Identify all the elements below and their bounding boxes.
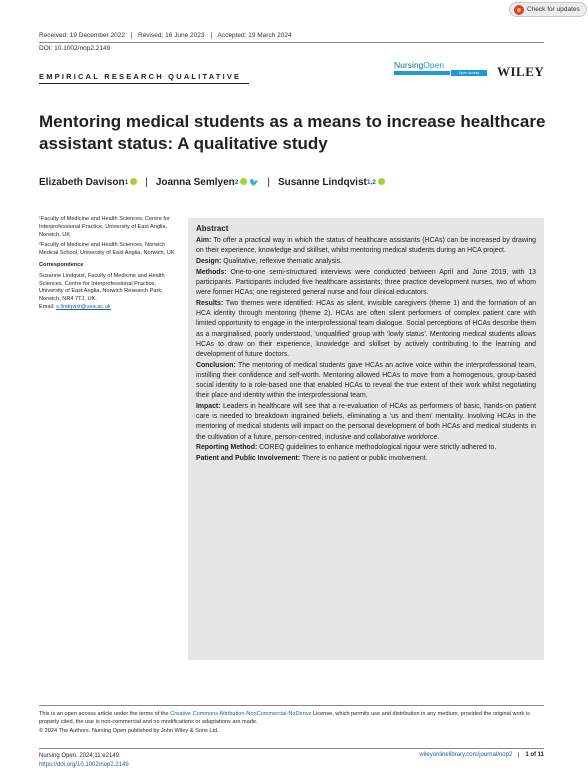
twitter-icon[interactable]: 🐦	[249, 178, 260, 187]
abstract-section-label: Results:	[196, 299, 224, 307]
article-title: Mentoring medical students as a means to increase healthcare assistant status: A qualitative study	[39, 112, 546, 153]
abstract-box	[188, 218, 544, 660]
affiliation: ²Faculty of Medicine and Health Sciences, Norwich Medical School, University of East Anglia, Norwich, UK	[39, 242, 175, 257]
article-dates	[39, 32, 298, 39]
footer-divider	[39, 748, 544, 749]
abstract-section-label: Reporting Method:	[196, 444, 258, 452]
section-underline	[39, 83, 249, 84]
abstract-section	[196, 454, 536, 464]
journal-name-part1: Nursing	[394, 60, 424, 70]
journal-name-part2: Open	[423, 60, 445, 70]
doi: DOI: 10.1002/nop2.2149	[39, 45, 111, 52]
abstract-section-text: COREQ guidelines to enhance methodological rigour were strictly adhered to.	[259, 444, 497, 452]
abstract-section-text: Qualitative, reflexive thematic analysis.	[223, 258, 342, 266]
section-label: EMPIRICAL RESEARCH QUALITATIVE	[39, 72, 242, 81]
accepted-date: Accepted: 19 March 2024	[217, 32, 292, 39]
abstract-section	[196, 402, 536, 443]
abstract-section-label: Design:	[196, 258, 222, 266]
footer-citation	[39, 752, 129, 769]
license-divider	[39, 705, 544, 706]
abstract-section-text: Two themes were identified: HCAs as silent, invisible caregivers (theme 1) and the formation of an HCA identity through mentoring (theme 2). HCAs are often silent performers of complex patient care with limited opportunity to engage in the interprofessional team dialogue. Social perceptions of HCAs describe them as a marginalised, poorly understood, ‘unqualified’ group with ‘lowly status’. Mentoring medical students allows HCAs to draw on their experience, knowledge and skillset by actively contributing to the learning and development of future doctors.	[196, 299, 536, 358]
affiliations-panel	[39, 216, 179, 315]
journal-url-link[interactable]: wileyonlinelibrary.com/journal/nop2	[419, 752, 519, 758]
abstract-section-text: To offer a practical way in which the status of healthcare assistants (HCAs) can be increased by drawing on their experience, knowledge and skillset, whilst mentoring medical students during an HCA project.	[196, 237, 536, 255]
header-divider	[39, 42, 544, 43]
journal-logo[interactable]	[394, 60, 444, 70]
author-name[interactable]: Susanne Lindqvist	[277, 177, 367, 188]
citation-text: Nursing Open. 2024;11:e2149.	[39, 753, 121, 759]
check-updates-label: Check for updates	[527, 6, 580, 13]
email-link[interactable]: s.lindqvist@uea.ac.uk	[56, 303, 111, 310]
orcid-icon[interactable]	[130, 178, 137, 185]
author-affiliation-ref: 1	[124, 179, 129, 186]
open-access-badge: Open Access	[451, 70, 487, 76]
doi-link[interactable]: https://doi.org/10.1002/nop2.2149	[39, 761, 129, 768]
license-notice	[39, 710, 549, 735]
correspondence-text	[39, 273, 179, 312]
abstract-section-label: Patient and Public Involvement:	[196, 454, 301, 462]
author-separator: |	[267, 177, 270, 188]
copyright-notice: © 2024 The Authors. Nursing Open published by John Wiley & Sons Ltd.	[39, 727, 219, 734]
author-list	[39, 177, 385, 188]
license-text-post: License, which permits use and distribution in any medium, provided the original work is properly cited, the use is non-commercial and no modifications or adaptations are made.	[39, 711, 530, 726]
abstract-section-text: Leaders in healthcare will see that a re-evaluation of HCAs as performers of basic, hands-on patient care is needed to breakdown ingrained beliefs, eliminating a ‘us and them’ mentality. Involving HCAs in the mentoring of medical students will impact on the personal development of both HCAs and medical students in the cultivation of a future, person-centred, inclusive and collaborative workforce.	[196, 402, 536, 441]
abstract-section-label: Aim:	[196, 237, 212, 245]
abstract-section-text: The mentoring of medical students gave HCAs an active voice within the interprofessional team, instilling their confidence and self-worth. Mentoring allowed HCAs to move from a homogenous, group-based social identity to a role-based one that enabled HCAs to reveal the true extent of their work whilst negotiating their place and identity within the interprofessional team.	[196, 361, 536, 400]
abstract-section	[196, 268, 536, 299]
license-text-pre: This is an open access article under the terms of the	[39, 711, 171, 717]
journal-logo-bar	[394, 71, 480, 75]
abstract-section-label: Conclusion:	[196, 361, 236, 369]
abstract-section	[196, 257, 536, 267]
publisher-logo[interactable]: WILEY	[497, 64, 545, 79]
abstract-section-label: Methods:	[196, 268, 227, 276]
revised-date: Revised: 16 June 2023	[132, 32, 212, 39]
check-for-updates-button[interactable]	[509, 2, 587, 17]
received-date: Received: 19 December 2022	[39, 32, 132, 39]
author-name[interactable]: Joanna Semlyen	[155, 177, 235, 188]
footer-right	[419, 752, 544, 758]
crossmark-icon	[514, 5, 524, 15]
orcid-icon[interactable]	[378, 178, 385, 185]
affiliation: ¹Faculty of Medicine and Health Sciences, Centre for Interprofessional Practice, University of East Anglia, Norwich, UK	[39, 216, 170, 238]
abstract-section-text: There is no patient or public involvement.	[301, 454, 428, 462]
abstract-section	[196, 236, 536, 256]
author-name[interactable]: Elizabeth Davison	[39, 177, 125, 188]
abstract-heading: Abstract	[196, 224, 229, 233]
abstract-section	[196, 361, 536, 402]
abstract-section	[196, 443, 536, 453]
author-separator: |	[145, 177, 148, 188]
license-link[interactable]: Creative Commons Attribution-NonCommercial-NoDerivs	[170, 711, 312, 717]
author-affiliation-ref: 2	[234, 179, 239, 186]
abstract-section	[196, 299, 536, 360]
orcid-icon[interactable]	[240, 178, 247, 185]
correspondence-address: Susanne Lindqvist, Faculty of Medicine and Health Sciences, Centre for Interprofessional Practice, University of East Anglia, Norwich Research Park, Norwich, NR4 7TJ, UK.	[39, 272, 165, 303]
page-number: 1 of 11	[525, 752, 544, 758]
author-affiliation-ref: 1,2	[366, 179, 376, 186]
correspondence-heading: Correspondence	[39, 261, 84, 268]
abstract-section-label: Impact:	[196, 402, 221, 410]
email-label: Email:	[39, 303, 55, 310]
abstract-section-text: One-to-one semi-structured interviews were conducted between April and June 2019, with 13 participants. Participants included five healthcare assistants; three practice development nurses, two of whom were former HCAs; one registered general nurse and four clinical educators.	[196, 268, 536, 297]
